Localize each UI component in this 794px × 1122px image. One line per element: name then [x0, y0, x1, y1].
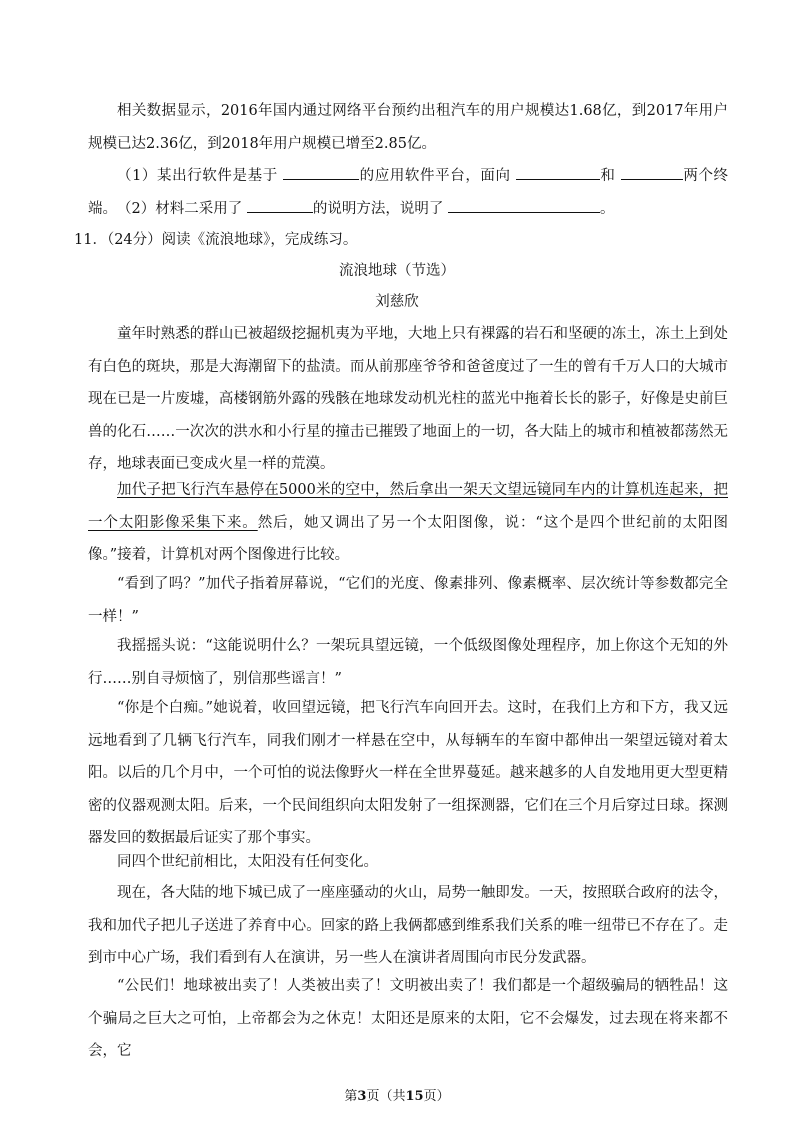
q1-text-a: （1）某出行软件是基于 — [117, 168, 278, 184]
story-paragraph-2 — [88, 474, 728, 572]
q1-text-b: 的应用软件平台，面向 — [359, 168, 511, 184]
story-paragraph-8-text: “公民们！地球被出卖了！人类被出卖了！文明被出卖了！我们都是一个超级骗局的牺牲品！这个骗局之巨大之可怕，上帝都会为之休克！太阳还是原来的太阳，它不会爆发，过去现在将来都不会，它 — [88, 978, 728, 1059]
story-paragraph-3 — [88, 568, 728, 633]
q1-text-c: 和 — [599, 168, 616, 184]
story-paragraph-4-text: 我摇摇头说：“这能说明什么？一架玩具望远镜，一个低级图像处理程序，加上你这个无知的外行……别自寻烦恼了，别信那些谣言！” — [88, 638, 728, 687]
question-2 — [88, 193, 728, 226]
total-pages: 15 — [405, 1089, 424, 1104]
q2-text-c: 。 — [599, 201, 615, 217]
story-paragraph-6 — [88, 846, 728, 879]
story-paragraph-2-text: 然后，她又调出了另一个太阳图像，说：“这个是四个世纪前的太阳图像。”接着，计算机对两个图像进行比较。 — [88, 514, 728, 563]
answer-blank[interactable] — [247, 198, 313, 213]
story-paragraph-6-text: 同四个世纪前相比，太阳没有任何变化。 — [117, 854, 378, 870]
story-paragraph-3-text: “看到了吗？”加代子指着屏幕说，“它们的光度、像素排列、像素概率、层次统计等参数都完全一样！” — [88, 576, 728, 625]
story-paragraph-8 — [88, 970, 728, 1068]
story-paragraph-7-text: 现在，各大陆的地下城已成了一座座骚动的火山，局势一触即发。一天，按照联合政府的法令，我和加代子把儿子送进了养育中心。回家的路上我俩都感到维系我们关系的唯一纽带已不存在了。走到市中心广场，我们看到有人在演讲，另一些人在演讲者周围向市民分发武器。 — [88, 885, 728, 966]
story-author-text: 刘慈欣 — [375, 294, 419, 310]
story-paragraph-5 — [88, 692, 728, 855]
footer-prefix: 第 — [344, 1089, 358, 1104]
story-author — [0, 286, 794, 319]
answer-blank[interactable] — [283, 165, 359, 180]
question-11-heading — [74, 224, 714, 257]
answer-blank[interactable] — [516, 165, 600, 180]
story-paragraph-5-text: “你是个白痴。”她说着，收回望远镜，把飞行汽车向回开去。这时，在我们上方和下方，我又远远地看到了几辆飞行汽车，同我们刚才一样悬在空中，从每辆车的车窗中都伸出一架望远镜对着太阳。以后的几个月中，一个可怕的说法像野火一样在全世界蔓延。越来越多的人自发地用更大型更精密的仪器观测太阳。后来，一个民间组织向太阳发射了一组探测器，它们在三个月后穿过日球。探测器发回的数据最后证实了那个事实。 — [88, 700, 728, 846]
q2-text-a: （2）材料二采用了 — [117, 201, 243, 217]
question-11-heading-text: 11．（24分）阅读《流浪地球》，完成练习。 — [74, 232, 358, 248]
page-footer — [0, 1088, 794, 1106]
story-paragraph-1 — [88, 318, 728, 481]
story-title-text: 流浪地球（节选） — [339, 263, 455, 279]
material-text: 相关数据显示，2016年国内通过网络平台预约出租汽车的用户规模达1.68亿，到2017年用户规模已达2.36亿，到2018年用户规模已增至2.85亿。 — [88, 103, 728, 152]
footer-suffix: 页） — [423, 1089, 450, 1104]
answer-blank[interactable] — [448, 198, 600, 213]
q2-text-b: 的说明方法，说明了 — [312, 201, 444, 217]
story-paragraph-1-text: 童年时熟悉的群山已被超级挖掘机夷为平地，大地上只有裸露的岩石和坚硬的冻土，冻土上到处有白色的斑块，那是大海潮留下的盐渍。而从前那座爷爷和爸爸度过了一生的曾有千万人口的大城市现在已是一片废墟，高楼钢筋外露的残骸在地球发动机光柱的蓝光中拖着长长的影子，好像是史前巨兽的化石……一次次的洪水和小行星的撞击已摧毁了地面上的一切，各大陆上的城市和植被都荡然无存，地球表面已变成火星一样的荒漠。 — [88, 326, 728, 472]
story-paragraph-4 — [88, 630, 728, 695]
page-number: 3 — [357, 1089, 367, 1104]
story-title — [0, 255, 794, 288]
footer-middle: 页（共 — [366, 1089, 406, 1104]
answer-blank[interactable] — [621, 165, 683, 180]
material-paragraph — [88, 95, 728, 160]
story-paragraph-7 — [88, 877, 728, 975]
underlined-sentence: 加代子把飞行汽车悬停在5000米的空中，然后拿出一架天文望远镜同车内的计算机连起来，把一个太阳影像采集下来。 — [88, 482, 728, 531]
q1-text-d: 两个终端。 — [88, 168, 729, 217]
